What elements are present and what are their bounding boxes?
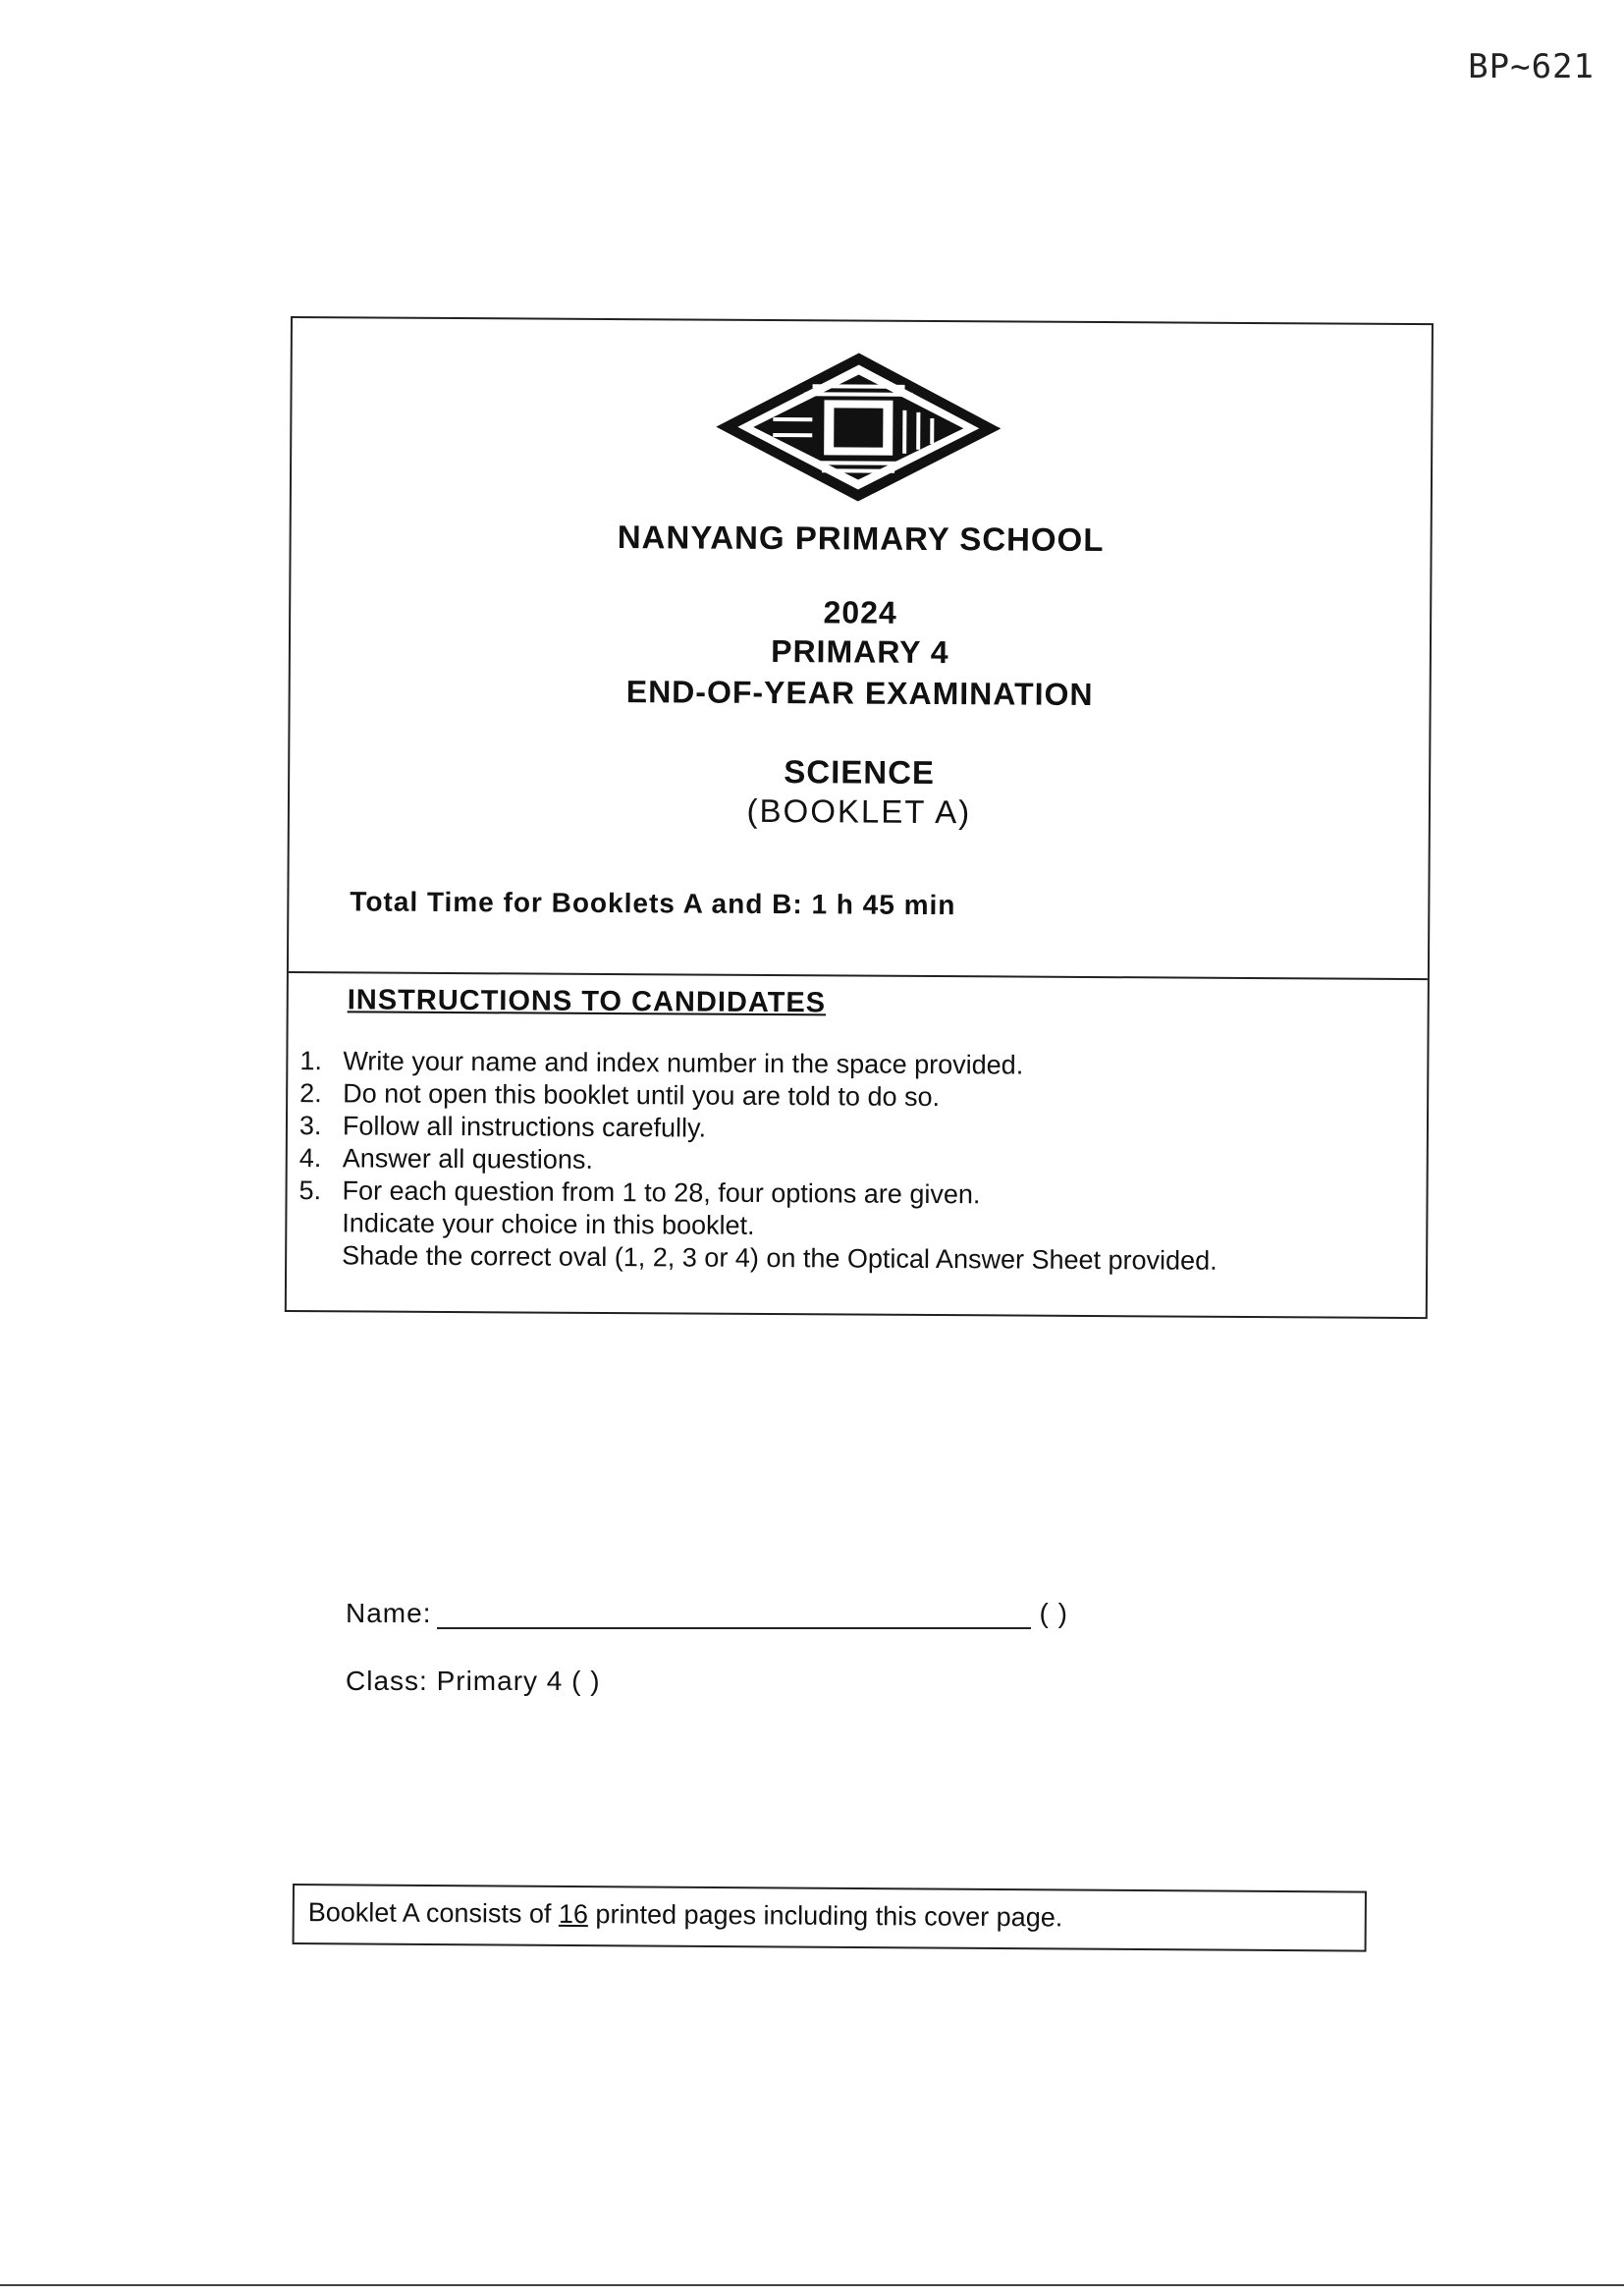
instruction-text: Answer all questions. — [342, 1143, 593, 1175]
instruction-number: 1. — [299, 1046, 322, 1076]
index-number-box[interactable]: ( ) — [1039, 1598, 1068, 1628]
instruction-text: Indicate your choice in this booklet. — [342, 1208, 755, 1240]
name-field-row — [346, 1598, 1068, 1629]
instruction-text: Write your name and index number in the space provided. — [343, 1046, 1024, 1080]
exam-subject: SCIENCE — [784, 753, 936, 792]
school-crest-icon — [714, 351, 1004, 505]
page-count-number: 16 — [558, 1898, 589, 1930]
cover-box — [285, 316, 1434, 1319]
instruction-number: 5. — [298, 1175, 322, 1206]
instruction-text: For each question from 1 to 28, four options are given. — [342, 1175, 981, 1210]
instructions-heading: INSTRUCTIONS TO CANDIDATES — [347, 984, 827, 1019]
total-time: Total Time for Booklets A and B: 1 h 45 min — [350, 886, 956, 921]
exam-level: PRIMARY 4 — [771, 632, 949, 671]
instruction-number: 2. — [299, 1078, 322, 1109]
bottom-rule — [0, 2284, 1624, 2286]
name-input-line[interactable] — [437, 1598, 1031, 1629]
document-code: BP~621 — [1468, 47, 1595, 86]
page-count-suffix: printed pages including this cover page. — [587, 1899, 1063, 1933]
instructions-list — [298, 1045, 1218, 1278]
cover-title-section — [289, 318, 1432, 980]
exam-title: END-OF-YEAR EXAMINATION — [625, 674, 1094, 713]
class-field[interactable]: Class: Primary 4 ( ) — [346, 1666, 601, 1696]
name-label: Name: — [346, 1598, 432, 1628]
page-count-box — [293, 1884, 1367, 1952]
school-name: NANYANG PRIMARY SCHOOL — [617, 519, 1105, 559]
instruction-number: 3. — [298, 1111, 322, 1141]
instruction-text: Do not open this booklet until you are told to do so. — [343, 1078, 941, 1113]
instruction-number: 4. — [298, 1143, 322, 1174]
page-count-prefix: Booklet A consists of — [307, 1897, 560, 1929]
instruction-text: Shade the correct oval (1, 2, 3 or 4) on the Optical Answer Sheet provided. — [342, 1240, 1218, 1276]
exam-year: 2024 — [823, 594, 897, 630]
booklet-label: (BOOKLET A) — [746, 792, 972, 831]
instruction-text: Follow all instructions carefully. — [342, 1111, 707, 1143]
page-count-note — [308, 1897, 1063, 1933]
instruction-item — [298, 1239, 1218, 1278]
